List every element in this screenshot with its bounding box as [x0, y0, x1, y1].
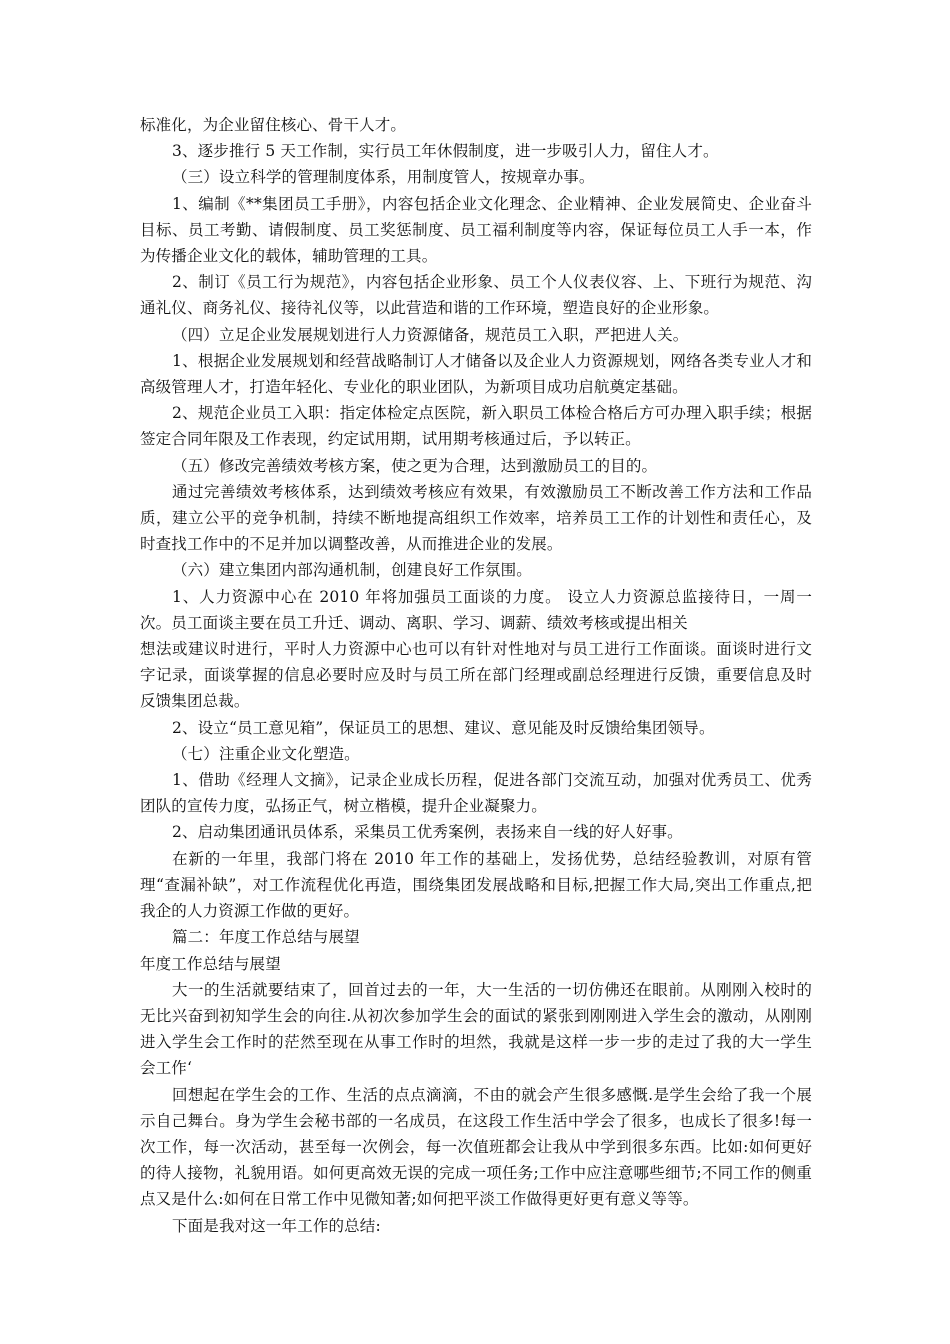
section-heading: （四）立足企业发展规划进行人力资源储备，规范员工入职，严把进人关。 [172, 325, 689, 344]
section-heading: （五）修改完善绩效考核方案，使之更为合理，达到激励员工的目的。 [172, 456, 658, 475]
paragraph: 3、逐步推行 5 天工作制，实行员工年休假制度，进一步吸引人力，留住人才。 [172, 142, 719, 161]
paragraph: 2、启动集团通讯员体系，采集员工优秀案例，表扬来自一线的好人好事。 [172, 823, 683, 842]
paragraph: 回想起在学生会的工作、生活的点点滴滴，不由的就会产生很多感慨.是学生会给了我一个展示自己舞台。身为学生会秘书部的一名成员，在这段工作生活中学会了很多，也成长了很多!每一次工作，每一次活动，甚至每一次例会，每一次值班都会让我从中学到很多东西。比如:如何更好的待人接物，礼貌用语。如何更高效无误的完成一项任务;工作中应注意哪些细节;不同工作的侧重点又是什么:如何在日常工作中见微知著;如何把平淡工作做得更好更有意义等等。 [140, 1085, 812, 1209]
paragraph: 2、规范企业员工入职：指定体检定点医院，新入职员工体检合格后方可办理入职手续；根据签定合同年限及工作表现，约定试用期，试用期考核通过后，予以转正。 [140, 404, 812, 449]
paragraph: 大一的生活就要结束了，回首过去的一年，大一生活的一切仿佛还在眼前。从刚刚入校时的无比兴奋到初知学生会的向往.从初次参加学生会的面试的紧张到刚刚进入学生会的激动，从刚刚进入学生会工作时的茫然至现在从事工作时的坦然，我就是这样一步一步的走过了我的大一学生会工作‘ [140, 980, 812, 1078]
document-body [140, 112, 812, 1239]
section-heading: （三）设立科学的管理制度体系，用制度管人，按规章办事。 [172, 168, 595, 187]
paragraph: 在新的一年里，我部门将在 2010 年工作的基础上，发扬优势，总结经验教训，对原有管理“查漏补缺”，对工作流程优化再造，围绕集团发展战略和目标,把握工作大局,突出工作重点,把我企的人力资源工作做的更好。 [140, 849, 812, 921]
paragraph: 标准化，为企业留住核心、骨干人才。 [140, 116, 407, 134]
section-heading: （七）注重企业文化塑造。 [172, 744, 360, 763]
paragraph: 想法或建议时进行，平时人力资源中心也可以有针对性地对与员工进行工作面谈。面谈时进行文字记录，面谈掌握的信息必要时应及时与员工所在部门经理或副总经理进行反馈，重要信息及时反馈集团总裁。 [140, 640, 812, 711]
section-heading: （六）建立集团内部沟通机制，创建良好工作氛围。 [172, 561, 532, 580]
paragraph: 2、制订《员工行为规范》，内容包括企业形象、员工个人仪表仪容、上、下班行为规范、沟通礼仪、商务礼仪、接待礼仪等，以此营造和谐的工作环境，塑造良好的企业形象。 [140, 273, 812, 318]
paragraph: 1、人力资源中心在 2010 年将加强员工面谈的力度。 设立人力资源总监接待日，一周一次。员工面谈主要在员工升迁、调动、离职、学习、调薪、绩效考核或提出相关 [140, 587, 812, 632]
paragraph: 通过完善绩效考核体系，达到绩效考核应有效果，有效激励员工不断改善工作方法和工作品质，建立公平的竞争机制，持续不断地提高组织工作效率，培养员工工作的计划性和责任心，及时查找工作中的不足并加以调整改善，从而推进企业的发展。 [140, 482, 812, 554]
paragraph: 1、根据企业发展规划和经营战略制订人才储备以及企业人力资源规划，网络各类专业人才和高级管理人才，打造年轻化、专业化的职业团队，为新项目成功启航奠定基础。 [140, 351, 812, 397]
paragraph: 1、借助《经理人文摘》，记录企业成长历程，促进各部门交流互动，加强对优秀员工、优秀团队的宣传力度，弘扬正气，树立楷模，提升企业凝聚力。 [140, 771, 812, 816]
paragraph: 2、设立“员工意见箱”，保证员工的思想、建议、意见能及时反馈给集团领导。 [172, 718, 715, 737]
paragraph: 1、编制《**集团员工手册》，内容包括企业文化理念、企业精神、企业发展简史、企业奋斗目标、员工考勤、请假制度、员工奖惩制度、员工福利制度等内容，保证每位员工人手一本，作为传播企业文化的载体，辅助管理的工具。 [140, 194, 812, 266]
paragraph: 下面是我对这一年工作的总结: [172, 1216, 381, 1235]
chapter-heading: 篇二：年度工作总结与展望 [172, 928, 360, 947]
document-title: 年度工作总结与展望 [140, 954, 281, 973]
